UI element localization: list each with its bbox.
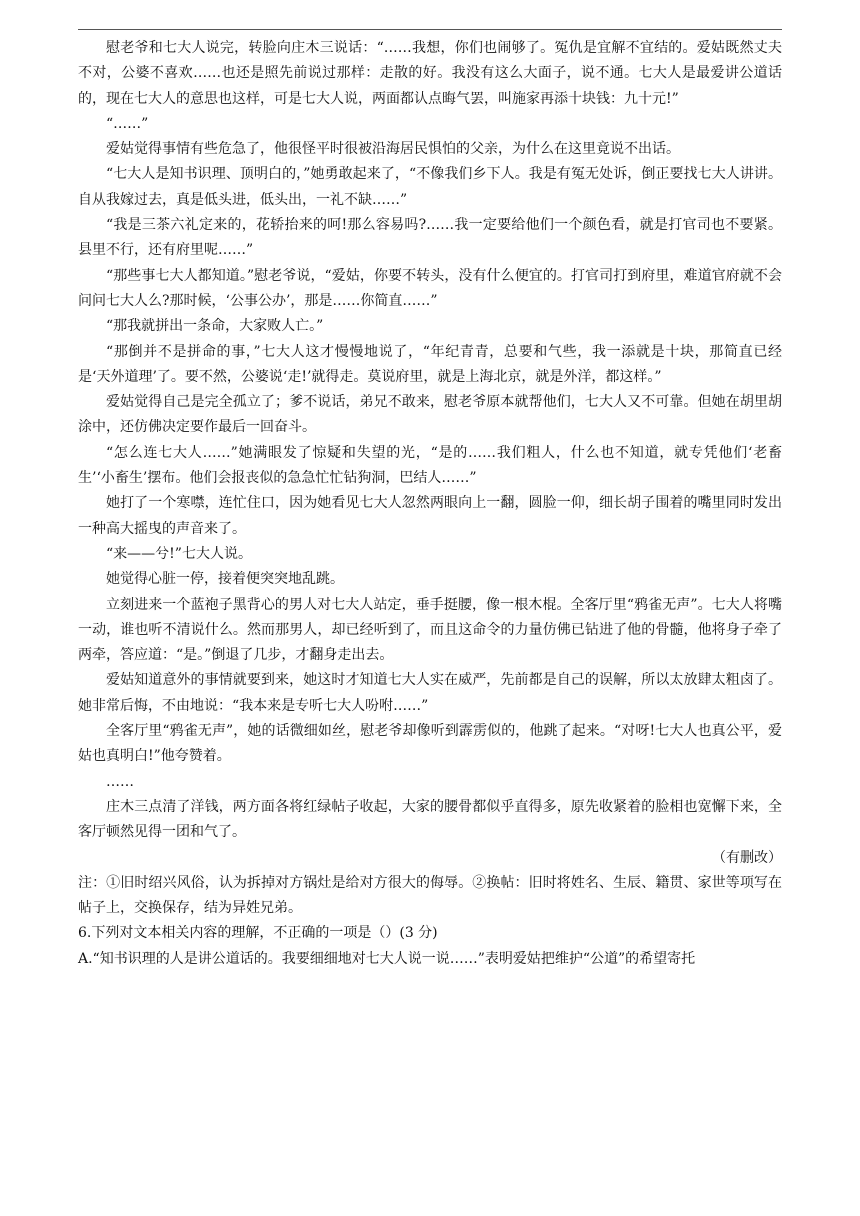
- document-body: [78, 36, 782, 972]
- paragraph: 她觉得心脏一停，接着便突突地乱跳。: [106, 571, 344, 588]
- ellipsis-line: ……: [106, 773, 134, 790]
- paragraph: 爱姑觉得自己是完全孤立了；爹不说话，弟兄不敢来，慰老爷原本就帮他们，七大人又不可靠。但她在胡里胡涂中，还仿佛决定要作最后一回奋斗。: [78, 394, 782, 436]
- source-note: （有删改）: [712, 849, 782, 866]
- paragraph: “那我就拼出一条命，大家败人亡。”: [106, 318, 324, 335]
- question-stem: 6.下列对文本相关内容的理解，不正确的一项是（）(3 分): [78, 925, 438, 942]
- question-option-a: A.“知书识理的人是讲公道话的。我要细细地对七大人说一说……”表明爱姑把维护“公道”的希望寄托: [78, 950, 696, 967]
- paragraph: 她打了一个寒噤，连忙住口，因为她看见七大人忽然两眼向上一翻，圆脸一仰，细长胡子围着的嘴里同时发出一种高大摇曳的声音来了。: [78, 495, 782, 537]
- header-rule: [78, 29, 782, 30]
- paragraph: “那些事七大人都知道。”慰老爷说，“爱姑，你要不转头，没有什么便宜的。打官司打到府里，难道官府就不会问问七大人么?那时候，‘公事公办’，那是……你简直……”: [78, 267, 782, 309]
- paragraph: 慰老爷和七大人说完，转脸向庄木三说话：“……我想，你们也闹够了。冤仇是宜解不宜结的。爱姑既然丈夫不对，公婆不喜欢……也还是照先前说过那样：走散的好。我没有这么大面子，说不通。七大人是最爱讲公道话的，现在七大人的意思也这样，可是七大人说，两面都认点晦气罢，叫施家再添十块钱：九十元!”: [78, 40, 782, 107]
- paragraph: “我是三茶六礼定来的，花轿抬来的呵!那么容易吗?……我一定要给他们一个颜色看，就是打官司也不要紧。县里不行，还有府里呢……”: [78, 217, 782, 259]
- paragraph: 全客厅里“鸦雀无声”，她的话微细如丝，慰老爷却像听到霹雳似的，他跳了起来。“对呀!七大人也真公平，爱姑也真明白!”他夸赞着。: [78, 723, 782, 765]
- paragraph: “来——兮!”七大人说。: [106, 545, 252, 562]
- paragraph: 爱姑觉得事情有些危急了，他很怪平时很被沿海居民惧怕的父亲，为什么在这里竟说不出话。: [106, 141, 680, 158]
- paragraph: 立刻进来一个蓝袍子黑背心的男人对七大人站定，垂手挺腰，像一根木棍。全客厅里“鸦雀无声”。七大人将嘴一动，谁也听不清说什么。然而那男人，却已经听到了，而且这命令的力量仿佛已钻进了他的骨髓，他将身子牵了两牵，答应道：“是。”倒退了几步，才翻身走出去。: [78, 596, 782, 664]
- paragraph: “七大人是知书识理、顶明白的，”她勇敢起来了，“不像我们乡下人。我是有冤无处诉，倒正要找七大人讲讲。自从我嫁过去，真是低头进，低头出，一礼不缺……”: [78, 166, 782, 208]
- paragraph: 爱姑知道意外的事情就要到来，她这时才知道七大人实在威严，先前都是自己的误解，所以太放肆太粗卤了。她非常后悔，不由地说：“我本来是专听七大人吩咐……”: [78, 672, 782, 714]
- paragraph: “怎么连七大人……”她满眼发了惊疑和失望的光，“是的……我们粗人，什么也不知道，就专凭他们‘老畜生’‘小畜生’摆布。他们会报丧似的急急忙忙钻狗洞，巴结人……”: [78, 444, 782, 487]
- paragraph: “那倒并不是拼命的事，”七大人这才慢慢地说了，“年纪青青，总要和气些，我一添就是十块，那简直已经是‘天外道理’了。要不然，公婆说‘走!’就得走。莫说府里，就是上海北京，就是外洋，都这样。”: [78, 343, 782, 385]
- paragraph: 庄木三点清了洋钱，两方面各将红绿帖子收起，大家的腰骨都似乎直得多，原先收紧着的脸相也宽懈下来，全客厅顿然见得一团和气了。: [78, 798, 782, 841]
- paragraph: “……”: [106, 115, 149, 132]
- annotation-note: 注：①旧时绍兴风俗，认为拆掉对方锅灶是给对方很大的侮辱。②换帖：旧时将姓名、生辰、籍贯、家世等项写在帖子上，交换保存，结为异姓兄弟。: [78, 874, 782, 917]
